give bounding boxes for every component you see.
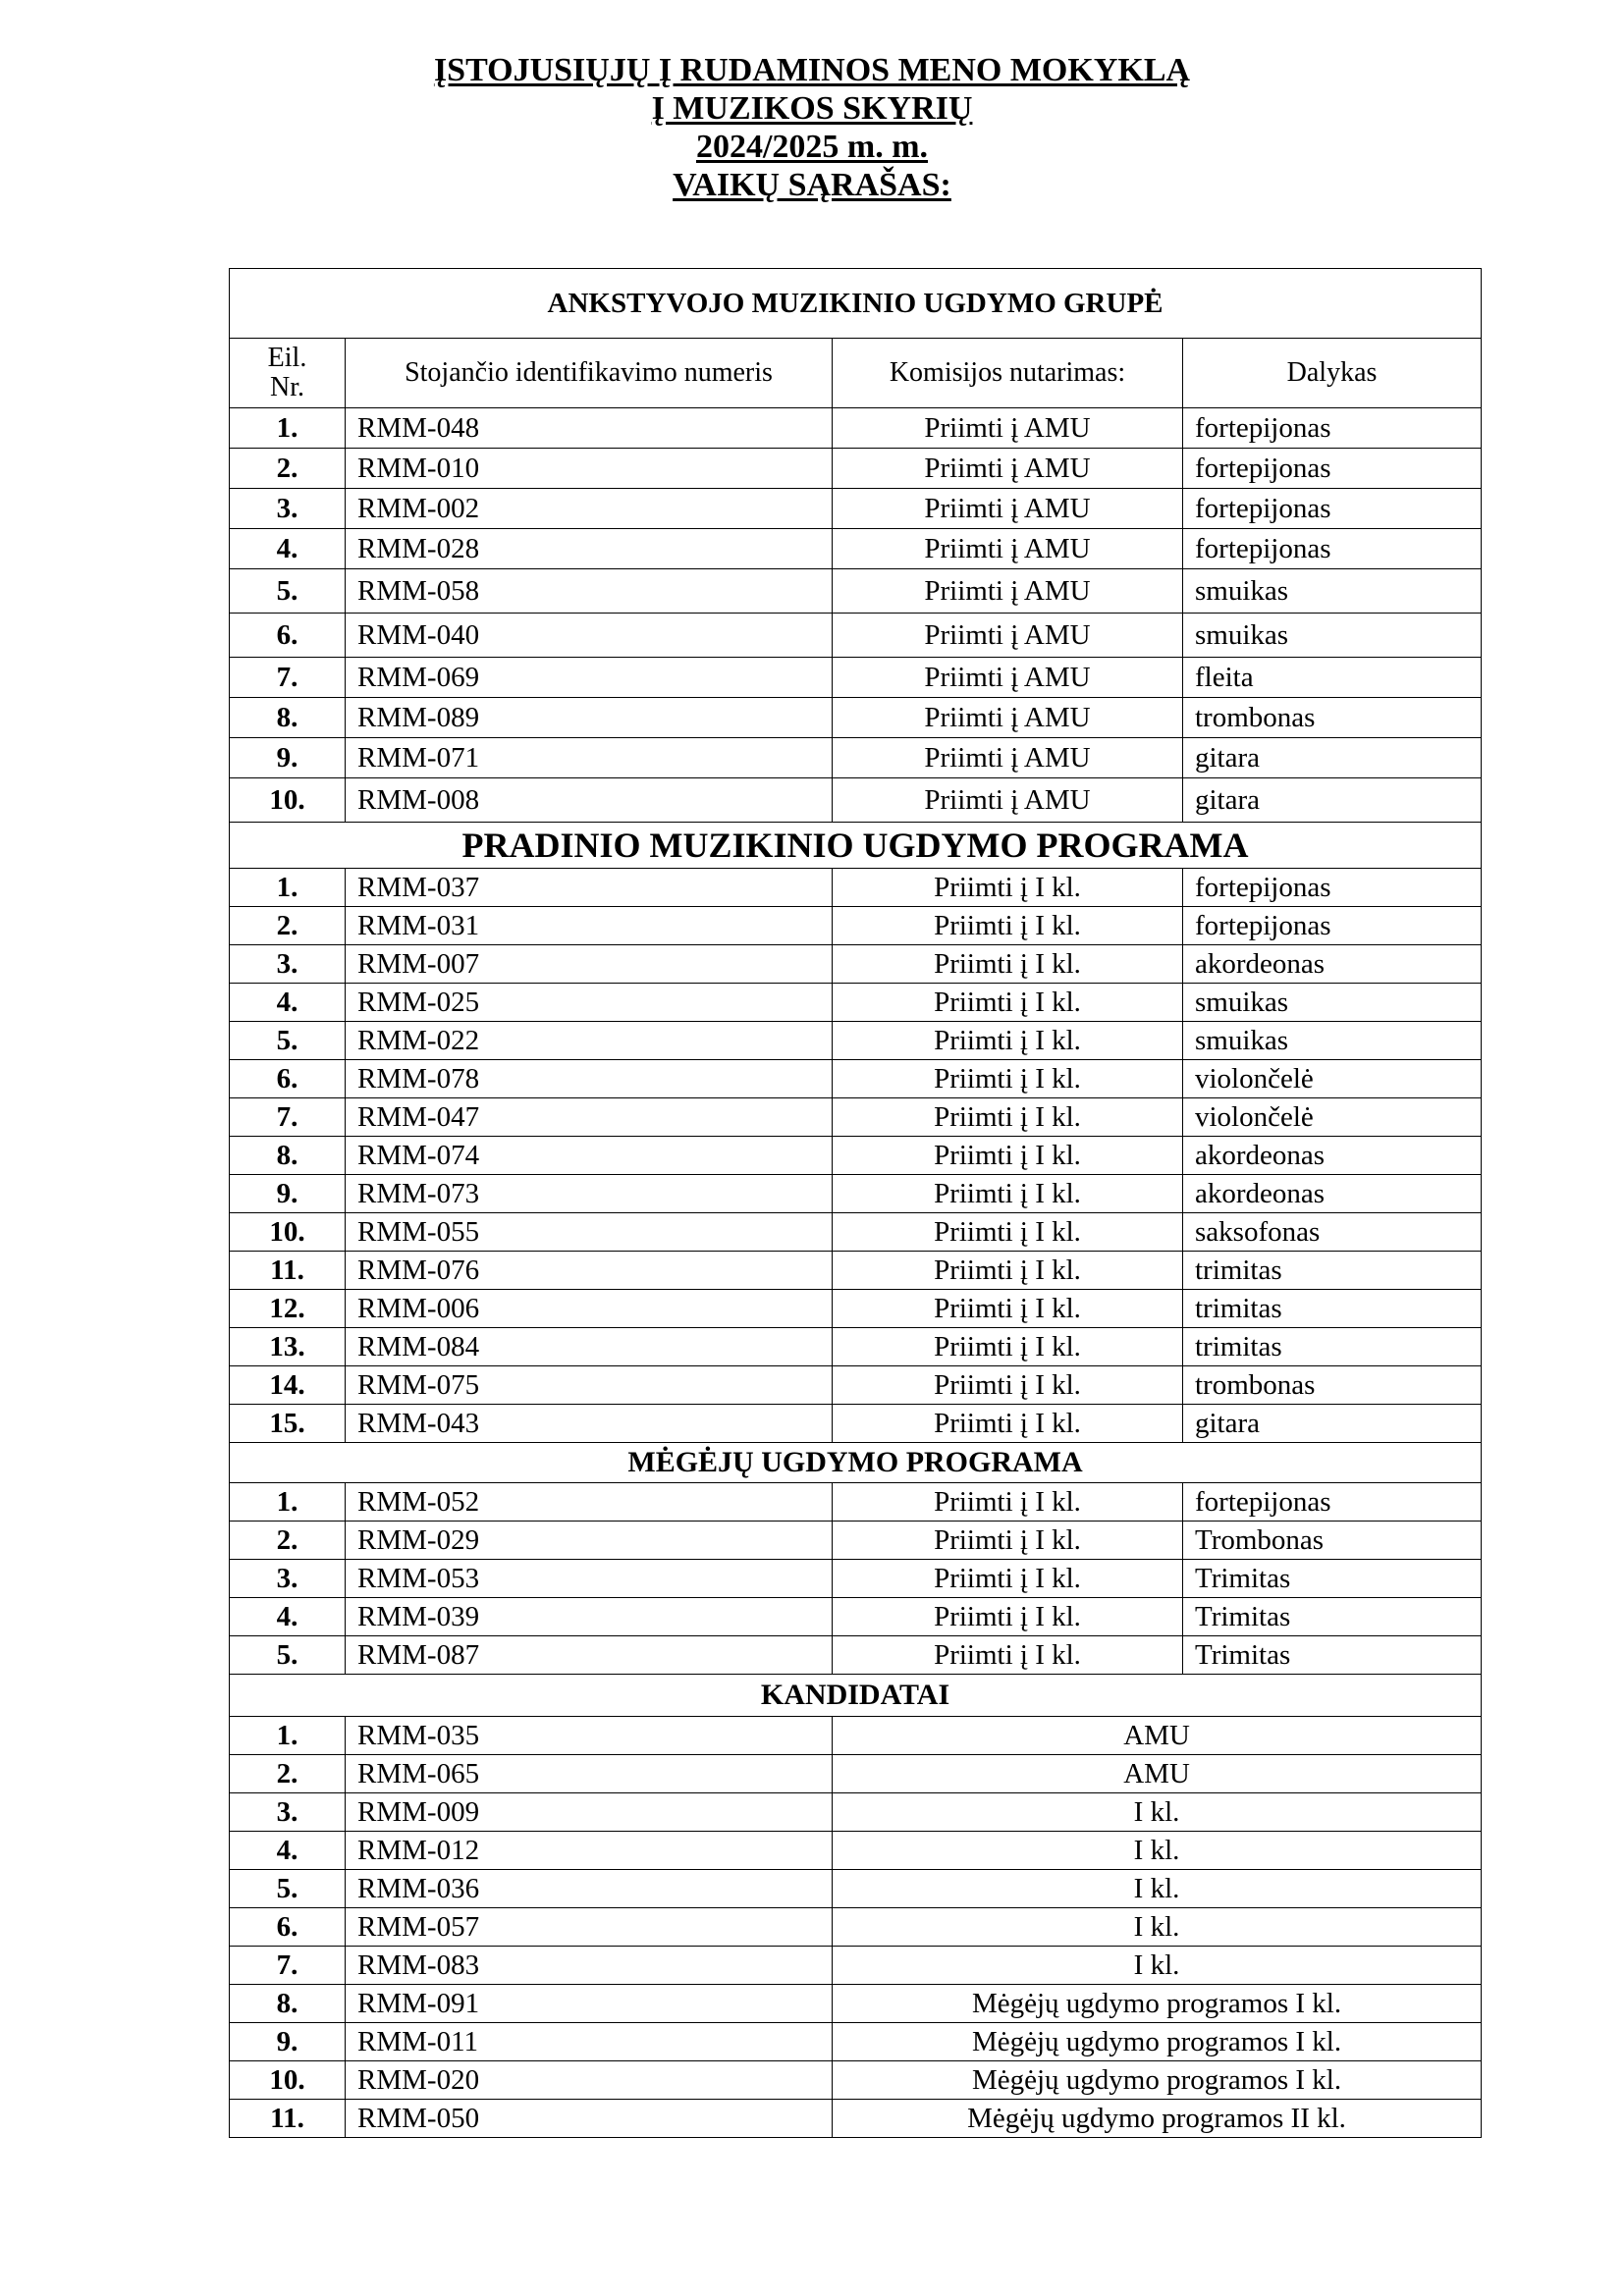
row-number: 10. [230,2061,346,2100]
subject: gitara [1183,738,1482,778]
applicant-id: RMM-073 [346,1175,833,1213]
applicant-id: RMM-002 [346,489,833,529]
applicant-id: RMM-089 [346,698,833,738]
row-number: 3. [230,1793,346,1832]
row-number: 6. [230,614,346,658]
subject: fortepijonas [1183,869,1482,907]
table-row [230,1483,1482,1522]
table-row [230,614,1482,658]
applicant-id: RMM-087 [346,1636,833,1675]
title-line-1: ĮSTOJUSIŲJŲ Į RUDAMINOS MENO MOKYKLĄ [433,52,1191,88]
subject: trombonas [1183,1366,1482,1405]
decision: Priimti į AMU [833,738,1183,778]
candidate-note: AMU [833,1717,1482,1755]
subject: akordeonas [1183,1137,1482,1175]
table-row [230,569,1482,614]
row-number: 8. [230,1137,346,1175]
table-row [230,1290,1482,1328]
section-title: ANKSTYVOJO MUZIKINIO UGDYMO GRUPĖ [230,269,1482,339]
table-row [230,698,1482,738]
row-number: 4. [230,529,346,569]
decision: Priimti į I kl. [833,1022,1183,1060]
subject: smuikas [1183,984,1482,1022]
page-title [0,51,1624,204]
decision: Priimti į I kl. [833,1060,1183,1098]
subject: fortepijonas [1183,907,1482,945]
applicant-id: RMM-048 [346,408,833,449]
decision: Priimti į I kl. [833,1560,1183,1598]
section-row [230,1675,1482,1717]
subject: fortepijonas [1183,529,1482,569]
candidate-note: Mėgėjų ugdymo programos II kl. [833,2100,1482,2138]
subject: Trimitas [1183,1636,1482,1675]
table-row [230,1213,1482,1252]
decision: Priimti į I kl. [833,1290,1183,1328]
decision: Priimti į I kl. [833,1405,1183,1443]
admission-table [229,268,1482,2138]
subject: violončelė [1183,1060,1482,1098]
table-row [230,1636,1482,1675]
subject: Trimitas [1183,1598,1482,1636]
applicant-id: RMM-052 [346,1483,833,1522]
decision: Priimti į I kl. [833,1366,1183,1405]
candidate-note: I kl. [833,1870,1482,1908]
decision: Priimti į I kl. [833,1522,1183,1560]
table-row [230,1522,1482,1560]
candidate-note: AMU [833,1755,1482,1793]
row-number: 2. [230,907,346,945]
applicant-id: RMM-074 [346,1137,833,1175]
subject: fleita [1183,658,1482,698]
subject: fortepijonas [1183,1483,1482,1522]
header-subject: Dalykas [1183,339,1482,408]
decision: Priimti į I kl. [833,1636,1183,1675]
table-row [230,1908,1482,1947]
table-row [230,984,1482,1022]
applicant-id: RMM-029 [346,1522,833,1560]
decision: Priimti į I kl. [833,1598,1183,1636]
table-row [230,2023,1482,2061]
table-row [230,738,1482,778]
row-number: 10. [230,778,346,823]
header-nr-line1: Eil. [267,343,307,373]
row-number: 8. [230,1985,346,2023]
row-number: 7. [230,1098,346,1137]
table-row [230,449,1482,489]
title-line-2: Į MUZIKOS SKYRIŲ [651,90,973,127]
candidate-note: Mėgėjų ugdymo programos I kl. [833,2061,1482,2100]
decision: Priimti į I kl. [833,1213,1183,1252]
applicant-id: RMM-012 [346,1832,833,1870]
table-row [230,1175,1482,1213]
applicant-id: RMM-011 [346,2023,833,2061]
row-number: 9. [230,1175,346,1213]
row-number: 8. [230,698,346,738]
table-row [230,1755,1482,1793]
header-nr [230,339,346,408]
applicant-id: RMM-075 [346,1366,833,1405]
row-number: 2. [230,1522,346,1560]
subject: Trimitas [1183,1560,1482,1598]
decision: Priimti į AMU [833,489,1183,529]
table-row [230,1870,1482,1908]
table-row [230,1252,1482,1290]
decision: Priimti į I kl. [833,907,1183,945]
table-row [230,907,1482,945]
table-row [230,1947,1482,1985]
decision: Priimti į I kl. [833,1328,1183,1366]
subject: fortepijonas [1183,489,1482,529]
applicant-id: RMM-078 [346,1060,833,1098]
row-number: 15. [230,1405,346,1443]
row-number: 11. [230,2100,346,2138]
subject: akordeonas [1183,945,1482,984]
table-row [230,1098,1482,1137]
section-row [230,1443,1482,1483]
row-number: 7. [230,1947,346,1985]
table-row [230,1985,1482,2023]
table-row [230,489,1482,529]
applicant-id: RMM-039 [346,1598,833,1636]
table-header-row [230,339,1482,408]
decision: Priimti į AMU [833,449,1183,489]
row-number: 1. [230,1717,346,1755]
subject: Trombonas [1183,1522,1482,1560]
applicant-id: RMM-028 [346,529,833,569]
applicant-id: RMM-043 [346,1405,833,1443]
applicant-id: RMM-009 [346,1793,833,1832]
table-row [230,1598,1482,1636]
row-number: 2. [230,449,346,489]
row-number: 1. [230,1483,346,1522]
subject: smuikas [1183,1022,1482,1060]
decision: Priimti į AMU [833,698,1183,738]
row-number: 1. [230,408,346,449]
decision: Priimti į AMU [833,569,1183,614]
row-number: 13. [230,1328,346,1366]
decision: Priimti į AMU [833,529,1183,569]
table-row [230,529,1482,569]
applicant-id: RMM-084 [346,1328,833,1366]
applicant-id: RMM-071 [346,738,833,778]
row-number: 6. [230,1060,346,1098]
applicant-id: RMM-006 [346,1290,833,1328]
decision: Priimti į AMU [833,778,1183,823]
row-number: 4. [230,984,346,1022]
table-row [230,658,1482,698]
row-number: 3. [230,1560,346,1598]
table-row [230,1328,1482,1366]
row-number: 14. [230,1366,346,1405]
table-row [230,408,1482,449]
subject: gitara [1183,1405,1482,1443]
applicant-id: RMM-047 [346,1098,833,1137]
row-number: 5. [230,1870,346,1908]
applicant-id: RMM-020 [346,2061,833,2100]
subject: fortepijonas [1183,449,1482,489]
decision: Priimti į I kl. [833,1483,1183,1522]
candidate-note: I kl. [833,1832,1482,1870]
applicant-id: RMM-055 [346,1213,833,1252]
table-row [230,869,1482,907]
row-number: 3. [230,945,346,984]
applicant-id: RMM-065 [346,1755,833,1793]
subject: smuikas [1183,569,1482,614]
subject: trimitas [1183,1252,1482,1290]
row-number: 9. [230,738,346,778]
title-line-3: 2024/2025 m. m. [695,129,929,165]
decision: Priimti į AMU [833,658,1183,698]
decision: Priimti į I kl. [833,1137,1183,1175]
row-number: 1. [230,869,346,907]
row-number: 6. [230,1908,346,1947]
subject: trimitas [1183,1328,1482,1366]
table-row [230,1022,1482,1060]
table-row [230,1832,1482,1870]
table-row [230,1137,1482,1175]
candidate-note: Mėgėjų ugdymo programos I kl. [833,1985,1482,2023]
table-row [230,945,1482,984]
applicant-id: RMM-010 [346,449,833,489]
table-row [230,1060,1482,1098]
applicant-id: RMM-040 [346,614,833,658]
applicant-id: RMM-035 [346,1717,833,1755]
applicant-id: RMM-076 [346,1252,833,1290]
row-number: 5. [230,569,346,614]
candidate-note: I kl. [833,1908,1482,1947]
section-title: KANDIDATAI [230,1675,1482,1717]
candidate-note: I kl. [833,1947,1482,1985]
row-number: 7. [230,658,346,698]
subject: smuikas [1183,614,1482,658]
applicant-id: RMM-069 [346,658,833,698]
table-row [230,1560,1482,1598]
subject: akordeonas [1183,1175,1482,1213]
table-row [230,1793,1482,1832]
applicant-id: RMM-053 [346,1560,833,1598]
row-number: 12. [230,1290,346,1328]
section-title: MĖGĖJŲ UGDYMO PROGRAMA [230,1443,1482,1483]
decision: Priimti į AMU [833,408,1183,449]
row-number: 9. [230,2023,346,2061]
applicant-id: RMM-025 [346,984,833,1022]
candidate-note: I kl. [833,1793,1482,1832]
row-number: 11. [230,1252,346,1290]
table-row [230,2061,1482,2100]
candidate-note: Mėgėjų ugdymo programos I kl. [833,2023,1482,2061]
table-row [230,778,1482,823]
decision: Priimti į I kl. [833,1252,1183,1290]
header-id: Stojančio identifikavimo numeris [346,339,833,408]
decision: Priimti į I kl. [833,984,1183,1022]
table-row [230,1366,1482,1405]
decision: Priimti į AMU [833,614,1183,658]
subject: trombonas [1183,698,1482,738]
title-line-4: VAIKŲ SĄRAŠAS: [673,167,951,203]
row-number: 3. [230,489,346,529]
row-number: 10. [230,1213,346,1252]
subject: gitara [1183,778,1482,823]
decision: Priimti į I kl. [833,1175,1183,1213]
applicant-id: RMM-091 [346,1985,833,2023]
section-title: PRADINIO MUZIKINIO UGDYMO PROGRAMA [230,823,1482,869]
subject: fortepijonas [1183,408,1482,449]
decision: Priimti į I kl. [833,1098,1183,1137]
subject: violončelė [1183,1098,1482,1137]
table-row [230,2100,1482,2138]
applicant-id: RMM-050 [346,2100,833,2138]
row-number: 4. [230,1598,346,1636]
applicant-id: RMM-007 [346,945,833,984]
applicant-id: RMM-036 [346,1870,833,1908]
row-number: 4. [230,1832,346,1870]
subject: trimitas [1183,1290,1482,1328]
header-nr-line2: Nr. [270,372,304,402]
applicant-id: RMM-037 [346,869,833,907]
applicant-id: RMM-057 [346,1908,833,1947]
section-row [230,823,1482,869]
header-decision: Komisijos nutarimas: [833,339,1183,408]
table-row [230,1405,1482,1443]
decision: Priimti į I kl. [833,945,1183,984]
subject: saksofonas [1183,1213,1482,1252]
section-row [230,269,1482,339]
applicant-id: RMM-008 [346,778,833,823]
table-row [230,1717,1482,1755]
row-number: 2. [230,1755,346,1793]
applicant-id: RMM-083 [346,1947,833,1985]
decision: Priimti į I kl. [833,869,1183,907]
row-number: 5. [230,1022,346,1060]
applicant-id: RMM-058 [346,569,833,614]
applicant-id: RMM-022 [346,1022,833,1060]
row-number: 5. [230,1636,346,1675]
applicant-id: RMM-031 [346,907,833,945]
